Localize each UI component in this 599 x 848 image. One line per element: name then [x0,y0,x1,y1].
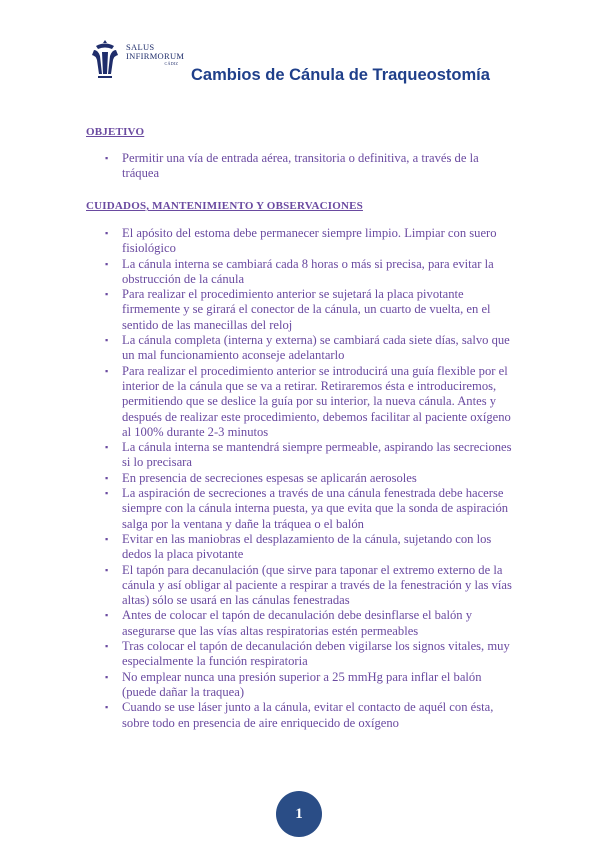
list-item [86,287,516,333]
bullet-icon: ▪ [105,289,109,300]
list-item-text: Para realizar el procedimiento anterior se sujetará la placa pivotante firmemente y se girará el conector de la cánula, un cuarto de vuelta, en el sentido de las manecillas del reloj [122,287,491,332]
list-item [86,532,516,563]
page-number: 1 [295,805,303,822]
page-number-badge [276,791,322,837]
list-item-text: Para realizar el procedimiento anterior se introducirá una guía flexible por el interior de la cánula que se va a retirar. Retiraremos ésta e introduciremos, permitiendo que se deslice la guía por su interior, la nueva cánula. Antes y después de realizar este procedimiento, debemos facilitar al paciente oxígeno al 100% durante 2-3 minutos [122,363,511,439]
bullet-icon: ▪ [105,610,109,621]
list-item [86,226,516,257]
logo-text [126,43,184,66]
bullet-icon: ▪ [105,641,109,652]
list-item-text: La cánula interna se mantendrá siempre permeable, aspirando las secreciones si lo precisara [122,440,512,470]
list-item-text: Permitir una vía de entrada aérea, transitoria o definitiva, a través de la tráquea [122,151,479,181]
list-item-text: Tras colocar el tapón de decanulación deben vigilarse los signos vitales, muy especialmente la función respiratoria [122,639,510,669]
page-title: Cambios de Cánula de Traqueostomía [191,66,490,84]
cuidados-list [86,226,516,731]
list-item [86,151,516,182]
list-item [86,608,516,639]
list-item-text: Evitar en las maniobras el desplazamiento de la cánula, sujetando con los dedos la placa pivotante [122,531,492,562]
logo [90,38,185,80]
list-item [86,471,516,486]
list-item-text: No emplear nunca una presión superior a 25 mmHg para inflar el balón (puede dañar la traquea) [122,669,482,699]
bullet-icon: ▪ [105,442,109,453]
list-item [86,333,516,364]
section-heading-cuidados: CUIDADOS, MANTENIMIENTO Y OBSERVACIONES [86,200,363,212]
list-item [86,257,516,288]
bullet-icon: ▪ [105,335,109,346]
logo-line-1: SALUS [126,42,155,52]
list-item-text: La cánula completa (interna y externa) se cambiará cada siete días, salvo que un mal funcionamiento aconseje adelantarlo [122,333,510,363]
list-item-text: La cánula interna se cambiará cada 8 horas o más si precisa, para evitar la obstrucción de la cánula [122,256,494,286]
list-item [86,563,516,609]
list-item-text: En presencia de secreciones espesas se aplicarán aerosoles [122,470,417,485]
section-heading-objetivo: OBJETIVO [86,126,145,138]
list-item-text: El tapón para decanulación (que sirve para taponar el extremo externo de la cánula y así obligar al paciente a respirar a través de la fenestración y las vías altas) sólo se usará en las cánulas fenestradas [122,562,512,608]
list-item [86,670,516,701]
bullet-icon: ▪ [105,533,109,544]
list-item [86,440,516,471]
bullet-icon: ▪ [105,488,109,499]
bullet-icon: ▪ [105,258,109,269]
bullet-icon: ▪ [105,365,109,376]
list-item [86,364,516,440]
bullet-icon: ▪ [105,671,109,682]
list-item-text: Cuando se use láser junto a la cánula, evitar el contacto de aquél con ésta, sobre todo en presencia de aire enriquecido de oxígeno [122,700,494,730]
salus-infirmorum-emblem-icon [90,38,120,80]
list-item [86,486,516,532]
list-item [86,639,516,670]
list-item-text: Antes de colocar el tapón de decanulación debe desinflarse el balón y asegurarse que las vías altas respiratorias estén permeables [122,608,473,638]
list-item [86,700,516,731]
logo-line-3: CÁDIZ [164,61,179,66]
bullet-icon: ▪ [105,153,109,163]
logo-line-2: INFIRMORUM [126,51,185,61]
objetivo-list [86,151,516,182]
bullet-icon: ▪ [105,228,109,238]
bullet-icon: ▪ [105,472,109,483]
list-item-text: El apósito del estoma debe permanecer siempre limpio. Limpiar con suero fisiológico [122,226,497,256]
bullet-icon: ▪ [105,702,109,713]
list-item-text: La aspiración de secreciones a través de una cánula fenestrada debe hacerse siempre con la cánula interna puesta, ya que evita que la sonda de aspiración salga por la ventana y dañe la tráquea o el balón [122,486,509,531]
bullet-icon: ▪ [105,564,109,575]
